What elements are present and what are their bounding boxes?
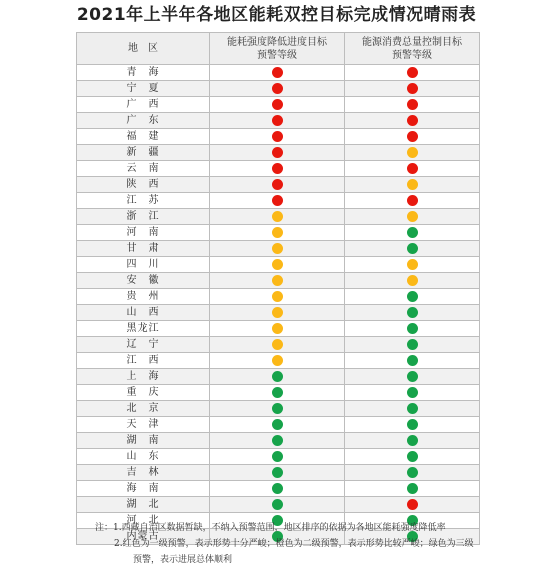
warning-dot-orange	[272, 307, 283, 318]
header-intensity	[210, 33, 345, 65]
region-cell: 江 西	[77, 353, 210, 369]
region-cell: 辽 宁	[77, 337, 210, 353]
intensity-warning-cell	[210, 257, 345, 273]
warning-dot-green	[272, 435, 283, 446]
table-row	[77, 257, 480, 273]
intensity-warning-cell	[210, 481, 345, 497]
table-row	[77, 65, 480, 81]
warning-dot-green	[407, 307, 418, 318]
table-row	[77, 401, 480, 417]
warning-dot-orange	[407, 275, 418, 286]
table-row	[77, 481, 480, 497]
warning-dot-red	[407, 99, 418, 110]
total-warning-cell	[345, 65, 480, 81]
note-line-2: 2.红色为一级预警，表示形势十分严峻；橙色为二级预警，表示形势比较严峻；绿色为三级	[114, 539, 474, 549]
table-row	[77, 209, 480, 225]
region-cell: 湖 南	[77, 433, 210, 449]
total-warning-cell	[345, 369, 480, 385]
total-warning-cell	[345, 97, 480, 113]
table-row	[77, 497, 480, 513]
table-body	[77, 65, 480, 545]
warning-table	[76, 32, 480, 545]
region-cell: 四 川	[77, 257, 210, 273]
warning-dot-orange	[272, 291, 283, 302]
table-row	[77, 129, 480, 145]
total-warning-cell	[345, 321, 480, 337]
table-row	[77, 417, 480, 433]
table-row	[77, 145, 480, 161]
region-cell: 广 东	[77, 113, 210, 129]
warning-dot-green	[407, 291, 418, 302]
warning-dot-green	[407, 243, 418, 254]
intensity-warning-cell	[210, 225, 345, 241]
region-cell: 宁 夏	[77, 81, 210, 97]
intensity-warning-cell	[210, 433, 345, 449]
header-region: 地 区	[77, 33, 210, 65]
warning-dot-green	[272, 499, 283, 510]
region-cell: 天 津	[77, 417, 210, 433]
warning-dot-red	[407, 163, 418, 174]
region-cell: 山 东	[77, 449, 210, 465]
warning-dot-green	[407, 387, 418, 398]
total-warning-cell	[345, 401, 480, 417]
total-warning-cell	[345, 465, 480, 481]
intensity-warning-cell	[210, 497, 345, 513]
total-warning-cell	[345, 481, 480, 497]
warning-dot-green	[407, 227, 418, 238]
table-row	[77, 161, 480, 177]
intensity-warning-cell	[210, 321, 345, 337]
warning-dot-orange	[272, 355, 283, 366]
header-total-line2: 预警等级	[392, 49, 432, 61]
total-warning-cell	[345, 433, 480, 449]
warning-dot-red	[407, 195, 418, 206]
intensity-warning-cell	[210, 113, 345, 129]
intensity-warning-cell	[210, 81, 345, 97]
total-warning-cell	[345, 145, 480, 161]
warning-dot-red	[407, 67, 418, 78]
table-row	[77, 193, 480, 209]
intensity-warning-cell	[210, 145, 345, 161]
intensity-warning-cell	[210, 401, 345, 417]
warning-dot-orange	[272, 243, 283, 254]
table-row	[77, 305, 480, 321]
region-cell: 江 苏	[77, 193, 210, 209]
intensity-warning-cell	[210, 449, 345, 465]
intensity-warning-cell	[210, 209, 345, 225]
region-cell: 广 西	[77, 97, 210, 113]
intensity-warning-cell	[210, 465, 345, 481]
table-row	[77, 321, 480, 337]
warning-dot-green	[407, 467, 418, 478]
table-row	[77, 369, 480, 385]
total-warning-cell	[345, 113, 480, 129]
table-row	[77, 97, 480, 113]
total-warning-cell	[345, 241, 480, 257]
warning-dot-orange	[272, 211, 283, 222]
total-warning-cell	[345, 193, 480, 209]
region-cell: 山 西	[77, 305, 210, 321]
intensity-warning-cell	[210, 241, 345, 257]
total-warning-cell	[345, 81, 480, 97]
total-warning-cell	[345, 129, 480, 145]
region-cell: 内蒙古	[77, 529, 210, 545]
warning-dot-green	[407, 323, 418, 334]
warning-dot-red	[272, 99, 283, 110]
intensity-warning-cell	[210, 337, 345, 353]
warning-dot-orange	[272, 323, 283, 334]
total-warning-cell	[345, 289, 480, 305]
intensity-warning-cell	[210, 273, 345, 289]
header-total	[345, 33, 480, 65]
intensity-warning-cell	[210, 353, 345, 369]
intensity-warning-cell	[210, 369, 345, 385]
warning-dot-orange	[272, 275, 283, 286]
region-cell: 浙 江	[77, 209, 210, 225]
warning-dot-green	[407, 403, 418, 414]
total-warning-cell	[345, 225, 480, 241]
warning-dot-green	[272, 371, 283, 382]
warning-dot-red	[407, 499, 418, 510]
warning-dot-green	[407, 451, 418, 462]
table-row	[77, 433, 480, 449]
warning-dot-red	[272, 131, 283, 142]
intensity-warning-cell	[210, 305, 345, 321]
total-warning-cell	[345, 353, 480, 369]
table-row	[77, 289, 480, 305]
intensity-warning-cell	[210, 65, 345, 81]
header-intensity-line1: 能耗强度降低进度目标	[227, 36, 327, 48]
intensity-warning-cell	[210, 417, 345, 433]
header-total-line1: 能源消费总量控制目标	[362, 36, 462, 48]
warning-dot-green	[272, 483, 283, 494]
region-cell: 北 京	[77, 401, 210, 417]
region-cell: 陕 西	[77, 177, 210, 193]
region-cell: 黑龙江	[77, 321, 210, 337]
warning-dot-green	[272, 419, 283, 430]
total-warning-cell	[345, 257, 480, 273]
intensity-warning-cell	[210, 193, 345, 209]
total-warning-cell	[345, 305, 480, 321]
warning-dot-green	[272, 467, 283, 478]
warning-dot-green	[407, 435, 418, 446]
warning-dot-orange	[407, 211, 418, 222]
table-header-row	[77, 33, 480, 65]
table-row	[77, 337, 480, 353]
region-cell: 海 南	[77, 481, 210, 497]
region-cell: 青 海	[77, 65, 210, 81]
region-cell: 甘 肃	[77, 241, 210, 257]
intensity-warning-cell	[210, 161, 345, 177]
warning-dot-red	[407, 83, 418, 94]
notes	[95, 520, 535, 568]
warning-dot-red	[272, 179, 283, 190]
warning-dot-red	[407, 115, 418, 126]
table-row	[77, 177, 480, 193]
region-cell: 河 北	[77, 513, 210, 529]
region-cell: 新 疆	[77, 145, 210, 161]
page-title: 2021年上半年各地区能耗双控目标完成情况晴雨表	[76, 5, 477, 25]
total-warning-cell	[345, 177, 480, 193]
note-line-1: 注：1.西藏自治区数据暂缺，不纳入预警范围，地区排序的依据为各地区能耗强度降低率	[95, 523, 446, 533]
warning-dot-green	[272, 451, 283, 462]
warning-dot-green	[272, 387, 283, 398]
table-row	[77, 113, 480, 129]
warning-dot-green	[407, 371, 418, 382]
region-cell: 福 建	[77, 129, 210, 145]
note-line-3: 预警，表示进展总体顺利	[133, 555, 233, 565]
table-row	[77, 81, 480, 97]
table-row	[77, 241, 480, 257]
region-cell: 上 海	[77, 369, 210, 385]
intensity-warning-cell	[210, 129, 345, 145]
warning-dot-red	[407, 131, 418, 142]
total-warning-cell	[345, 385, 480, 401]
warning-dot-green	[272, 403, 283, 414]
warning-dot-orange	[272, 339, 283, 350]
intensity-warning-cell	[210, 385, 345, 401]
warning-dot-green	[407, 339, 418, 350]
table-row	[77, 273, 480, 289]
total-warning-cell	[345, 417, 480, 433]
warning-dot-green	[407, 483, 418, 494]
total-warning-cell	[345, 161, 480, 177]
table-row	[77, 465, 480, 481]
region-cell: 吉 林	[77, 465, 210, 481]
total-warning-cell	[345, 497, 480, 513]
warning-dot-orange	[407, 259, 418, 270]
intensity-warning-cell	[210, 97, 345, 113]
region-cell: 湖 北	[77, 497, 210, 513]
region-cell: 安 徽	[77, 273, 210, 289]
warning-dot-red	[272, 67, 283, 78]
table-row	[77, 385, 480, 401]
header-intensity-line2: 预警等级	[257, 49, 297, 61]
table-row	[77, 449, 480, 465]
warning-dot-green	[407, 355, 418, 366]
warning-dot-orange	[407, 179, 418, 190]
warning-dot-orange	[272, 259, 283, 270]
warning-dot-red	[272, 115, 283, 126]
region-cell: 重 庆	[77, 385, 210, 401]
intensity-warning-cell	[210, 177, 345, 193]
intensity-warning-cell	[210, 289, 345, 305]
table-row	[77, 225, 480, 241]
table-row	[77, 353, 480, 369]
warning-dot-orange	[407, 147, 418, 158]
total-warning-cell	[345, 449, 480, 465]
region-cell: 河 南	[77, 225, 210, 241]
warning-dot-green	[407, 419, 418, 430]
total-warning-cell	[345, 209, 480, 225]
region-cell: 贵 州	[77, 289, 210, 305]
warning-dot-red	[272, 195, 283, 206]
total-warning-cell	[345, 273, 480, 289]
total-warning-cell	[345, 337, 480, 353]
warning-dot-orange	[272, 227, 283, 238]
warning-dot-red	[272, 163, 283, 174]
warning-dot-red	[272, 147, 283, 158]
region-cell: 云 南	[77, 161, 210, 177]
warning-dot-red	[272, 83, 283, 94]
